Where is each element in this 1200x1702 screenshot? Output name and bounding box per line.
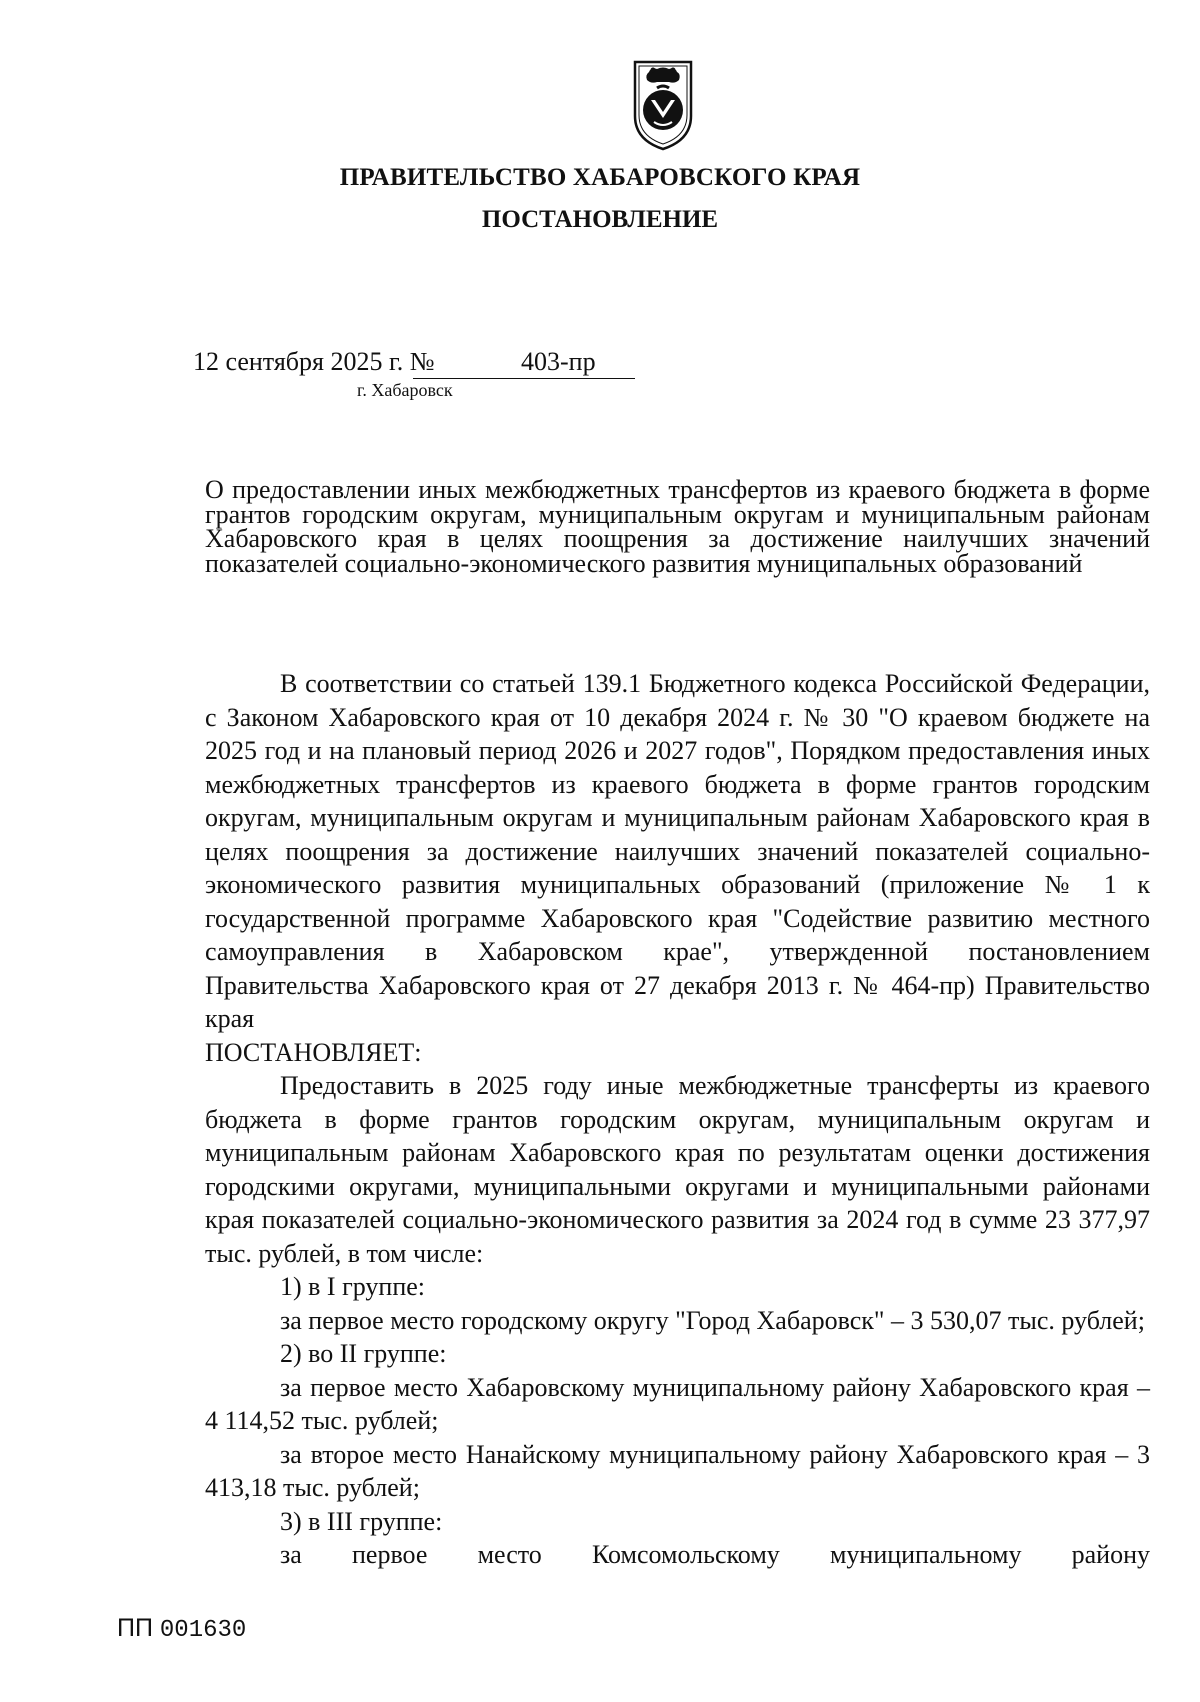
code-prefix: ПП (117, 1614, 153, 1642)
group1-label: 1) в I группе: (280, 1272, 426, 1301)
group1-first-place: за первое место городскому округу "Город Хабаровск" – 3 530,07 тыс. рублей; (280, 1305, 1145, 1335)
document-subject: О предоставлении иных межбюджетных трансфертов из краевого бюджета в форме грантов городским округам, муниципальным округам и муниципальным районам Хабаровского края в целях поощрения за достижение наилучших значений показателей социально-экономического развития муниципальных образований (205, 475, 1150, 578)
document-city: г. Хабаровск (357, 380, 453, 400)
decision-paragraph: Предоставить в 2025 году иные межбюджетные трансферты из краевого бюджета в форме грантов городским округам, муниципальным округам и муниципальным районам Хабаровского края по результатам оценки достижения городскими округами, муниципальными округами и муниципальными районами края показателей социально-экономического развития за 2024 год в сумме 23 377,97 тыс. рублей, в том числе: (205, 1071, 1150, 1268)
coat-of-arms-icon (631, 58, 695, 152)
government-title: ПРАВИТЕЛЬСТВО ХАБАРОВСКОГО КРАЯ (339, 164, 861, 191)
document-code (117, 1614, 246, 1644)
number-underline (413, 378, 635, 379)
group3-first-place: за первое место Комсомольскому муниципальному району (280, 1540, 1150, 1569)
document-type-title: ПОСТАНОВЛЕНИЕ (481, 206, 719, 233)
group3-label: 3) в III группе: (280, 1506, 443, 1536)
preamble-paragraph: В соответствии со статьей 139.1 Бюджетного кодекса Российской Федерации, с Законом Хабаровского края от 10 декабря 2024 г. № 30 "О краевом бюджете на 2025 год и на плановый период 2026 и 2027 годов", Порядком предоставления иных межбюджетных трансфертов из краевого бюджета в форме грантов городским округам, муниципальным округам и муниципальным районам Хабаровского края в целях поощрения за достижение наилучших значений показателей социально-экономического развития муниципальных образований (приложение № 1 к государственной программе Хабаровского края "Содействие развитию местного самоуправления в Хабаровском крае", утвержденной постановлением Правительства Хабаровского края от 27 декабря 2013 г. № 464-пр) Правительство края (205, 669, 1150, 1033)
document-date: 12 сентября 2025 г. № (193, 347, 435, 376)
document-body (205, 667, 1150, 1572)
resolves-word: ПОСТАНОВЛЯЕТ: (205, 1037, 422, 1067)
code-number: 001630 (159, 1617, 247, 1644)
group2-second-place: за второе место Нанайскому муниципальному району Хабаровского края – 3 413,18 тыс. рублей; (205, 1439, 1150, 1502)
group2-first-place: за первое место Хабаровскому муниципальному району Хабаровского края – 4 114,52 тыс. рублей; (205, 1372, 1150, 1435)
document-number: 403-пр (521, 347, 596, 376)
group2-label: 2) во II группе: (280, 1339, 447, 1368)
